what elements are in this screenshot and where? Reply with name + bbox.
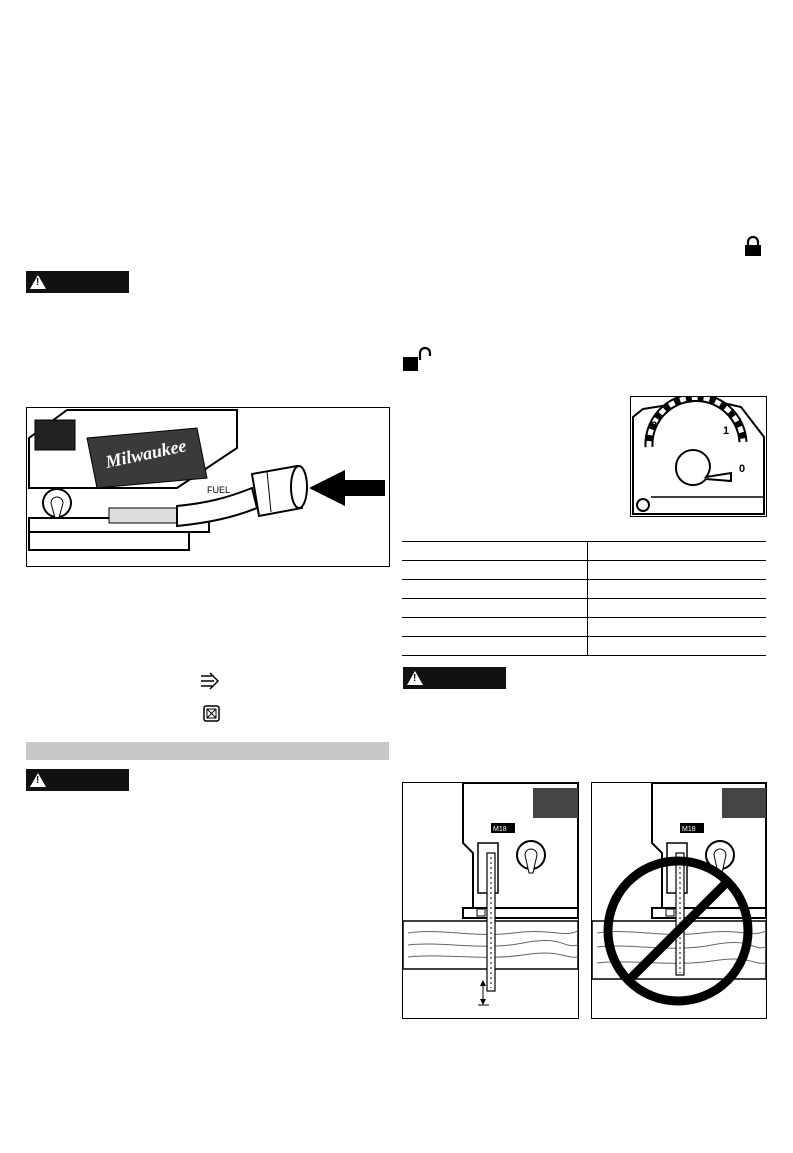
dial-label-1: 1 <box>723 425 730 437</box>
warning-badge <box>403 667 506 689</box>
table-cell <box>402 618 588 637</box>
lock-icon <box>742 235 764 257</box>
warning-triangle-icon <box>407 671 423 685</box>
table-row <box>402 637 766 656</box>
table-row <box>402 618 766 637</box>
model-text: M18 <box>493 826 507 833</box>
warning-triangle-icon <box>30 275 46 289</box>
table-cell <box>588 561 767 580</box>
table-header-cell <box>402 542 588 561</box>
model-text: M18 <box>682 826 696 833</box>
orbit-dial-figure <box>630 396 767 517</box>
table-cell <box>402 580 588 599</box>
table-cell <box>588 580 767 599</box>
warning-triangle-icon <box>30 773 46 787</box>
blade-correct-figure <box>402 782 579 1019</box>
section-bar <box>26 742 389 760</box>
dial-label-3: 3 <box>651 420 658 432</box>
warning-badge <box>26 769 129 791</box>
orbital-symbol-icon <box>200 672 220 690</box>
table-row <box>402 599 766 618</box>
warning-badge <box>26 271 129 293</box>
table-cell <box>402 599 588 618</box>
table-row <box>402 561 766 580</box>
unlock-icon <box>401 346 435 372</box>
fuel-badge: FUEL <box>207 485 231 495</box>
brand-text: Milwaukee <box>103 435 189 472</box>
table-cell <box>402 561 588 580</box>
no-orbital-symbol-icon <box>203 705 220 722</box>
table-header-row <box>402 542 766 561</box>
dial-label-0: 0 <box>739 463 746 475</box>
arrow-icon <box>309 470 385 506</box>
dust-adapter-figure <box>26 407 390 567</box>
settings-table <box>402 541 766 656</box>
blade-incorrect-figure <box>591 782 767 1019</box>
table-cell <box>588 618 767 637</box>
table-cell <box>588 599 767 618</box>
table-row <box>402 580 766 599</box>
table-cell <box>588 637 767 656</box>
table-header-cell <box>588 542 767 561</box>
table-cell <box>402 637 588 656</box>
